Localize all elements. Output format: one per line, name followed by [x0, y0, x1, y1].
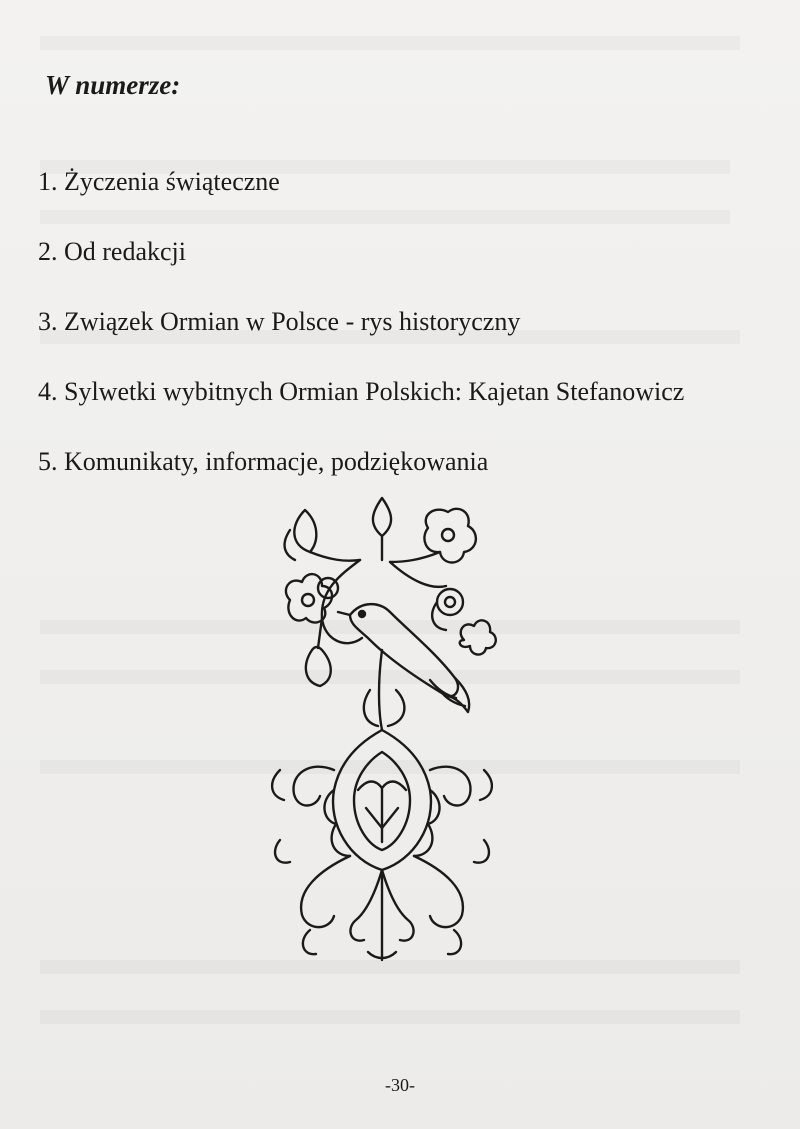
- table-of-contents: [38, 168, 684, 518]
- toc-item: 2. Od redakcji: [38, 237, 187, 266]
- toc-item: 5. Komunikaty, informacje, podziękowania: [38, 447, 489, 476]
- contents-heading: W numerze:: [45, 70, 181, 100]
- toc-item: 1. Życzenia świąteczne: [38, 167, 280, 196]
- toc-item: 4. Sylwetki wybitnych Ormian Polskich: Kajetan Stefanowicz: [38, 377, 685, 406]
- page-number: -30-: [385, 1075, 415, 1095]
- toc-item: 3. Związek Ormian w Polsce - rys historyczny: [38, 307, 521, 336]
- floral-bird-ornament-icon: [250, 490, 520, 980]
